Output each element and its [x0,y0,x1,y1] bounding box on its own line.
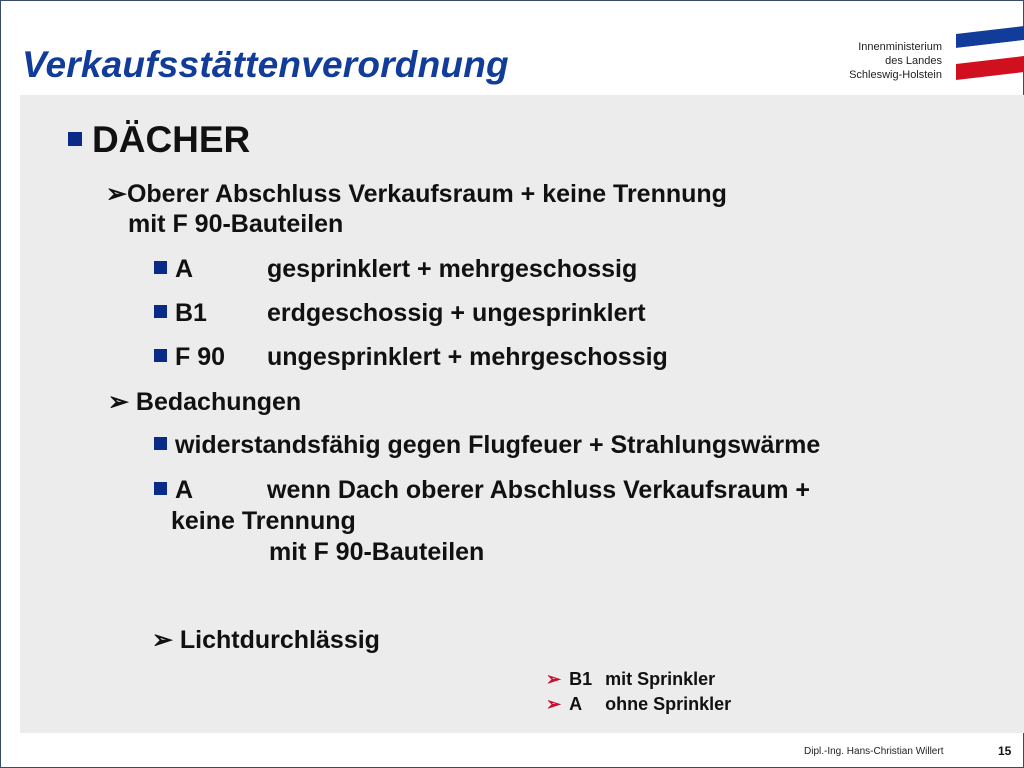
sub-code: B1 [175,299,207,327]
ministry-line-2: des Landes [885,55,942,67]
red-arrow-bullet-icon: ➢ [546,669,562,689]
ministry-line-1: Innenministerium [858,41,942,53]
sub-code: B1 [569,669,593,689]
ministry-label [742,40,942,82]
item3-label: Lichtdurchlässig [179,626,380,654]
sub-code: A [569,694,583,714]
slide-content [20,95,1024,733]
square-bullet-icon [154,437,167,450]
sub-text: erdgeschossig + ungesprinklert [267,299,646,327]
state-flag-logo [956,26,1024,80]
arrow-bullet-icon: ➢ [106,180,127,208]
item2-sub2-line3: mit F 90-Bauteilen [269,538,485,566]
item3-sub-row [546,669,715,690]
sub-code: A [175,255,194,283]
item1-line2: mit F 90-Bauteilen [128,210,344,238]
item2-label: Bedachungen [135,388,302,416]
item3-row [152,625,380,655]
item3-sub-row [546,694,731,715]
sub-text: ungesprinklert + mehrgeschossig [267,343,668,371]
red-arrow-bullet-icon: ➢ [546,694,562,714]
item2-sub2-line2: keine Trennung [171,507,356,535]
square-bullet-icon [154,482,167,495]
item1-row [106,179,727,209]
item2-row [108,387,301,417]
item2-sub2-line1: wenn Dach oberer Abschluss Verkaufsraum + [267,476,811,504]
heading-row [68,119,250,161]
ministry-line-3: Schleswig-Holstein [849,69,942,81]
sub-text: ohne Sprinkler [605,694,732,714]
item1-sub-row [154,255,637,284]
square-bullet-icon [154,305,167,318]
item1-line1: Oberer Abschluss Verkaufsraum + keine Trennung [126,180,727,208]
arrow-bullet-icon: ➢ [152,626,173,654]
page-number: 15 [998,744,1012,758]
item1-sub-row [154,343,668,372]
heading-text: DÄCHER [92,119,251,160]
sub-code: A [175,476,194,504]
sub-code: F 90 [175,343,226,371]
square-bullet-icon [154,349,167,362]
item2-sub-row [154,431,820,460]
arrow-bullet-icon: ➢ [108,388,129,416]
sub-text: gesprinklert + mehrgeschossig [267,255,638,283]
item1-sub-row [154,299,646,328]
slide-title: Verkaufsstättenverordnung [22,44,509,85]
square-bullet-icon [154,261,167,274]
item2-sub-row [154,476,810,505]
footer-author: Dipl.-Ing. Hans-Christian Willert [804,746,944,757]
sub-text: mit Sprinkler [605,669,716,689]
item2-sub1-text: widerstandsfähig gegen Flugfeuer + Strahlungswärme [175,431,821,459]
square-bullet-icon [68,132,82,146]
